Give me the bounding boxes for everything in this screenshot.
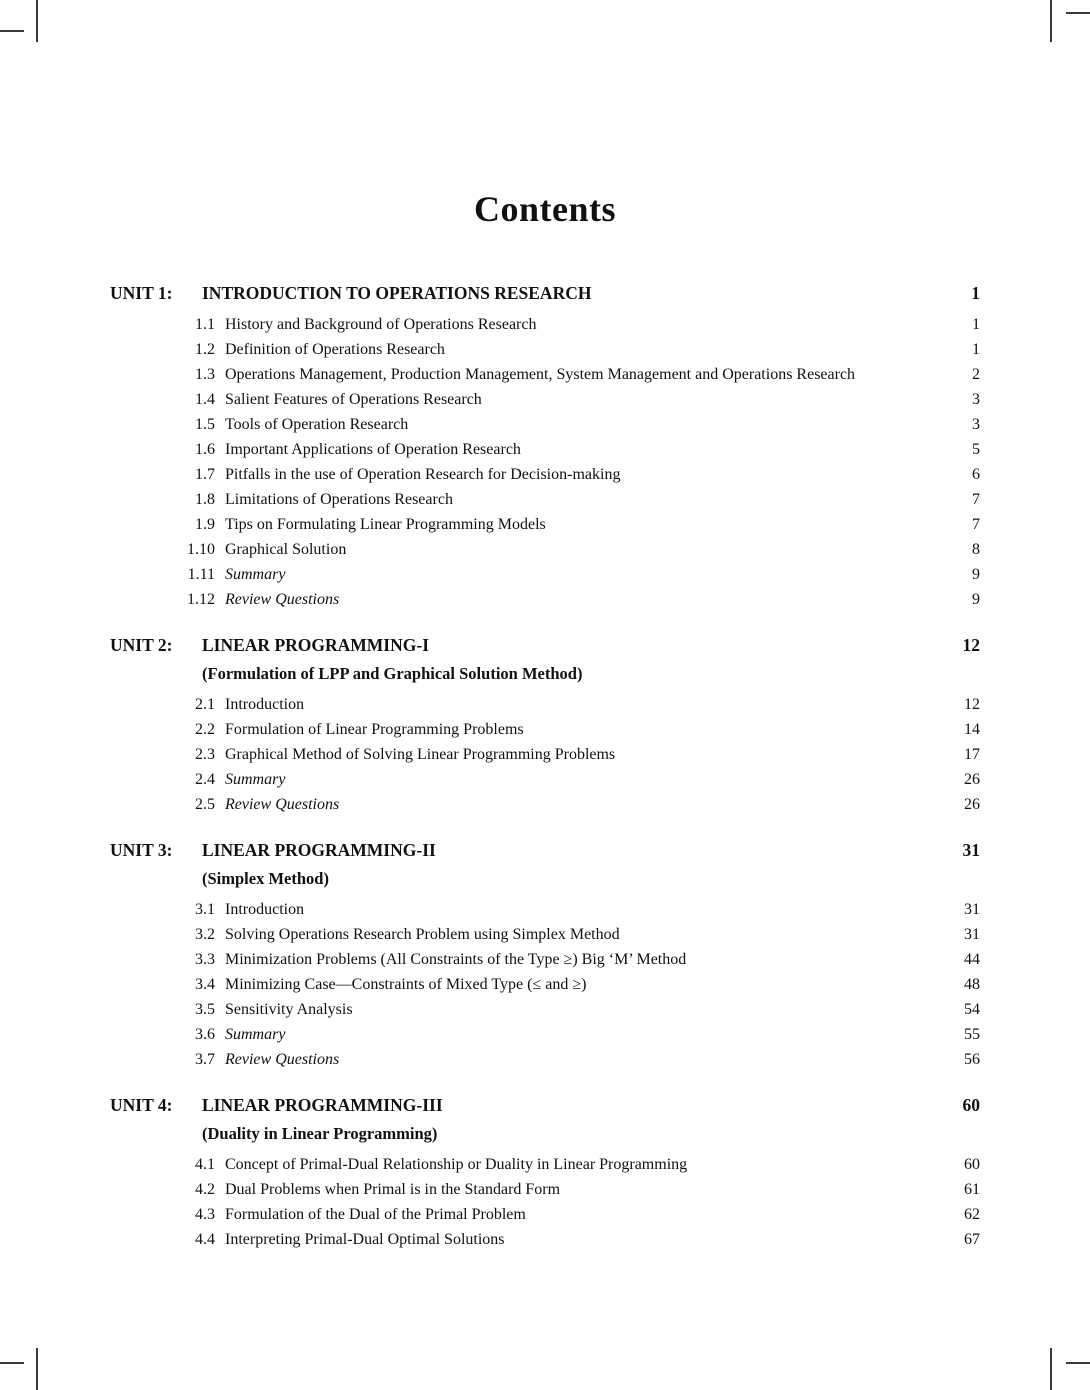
entry-number: 1.12 [187, 591, 215, 608]
entry-page-number: 54 [964, 1001, 980, 1018]
entry-number: 4.1 [195, 1156, 215, 1173]
unit-page-number: 1 [971, 283, 980, 303]
entry-page-number: 44 [964, 951, 980, 968]
entry-number: 2.3 [195, 746, 215, 763]
entry-title: Minimizing Case—Constraints of Mixed Type (≤ and ≥) [225, 976, 587, 993]
unit-entries [110, 692, 980, 817]
entry-number: 4.3 [195, 1206, 215, 1223]
toc-entry [110, 1022, 980, 1047]
toc-entry [110, 1227, 980, 1252]
entry-number: 1.7 [195, 466, 215, 483]
toc-entry [110, 897, 980, 922]
crop-mark [1066, 12, 1090, 14]
crop-mark [1050, 0, 1052, 42]
toc-entry [110, 947, 980, 972]
entry-number: 2.5 [195, 796, 215, 813]
toc-unit [110, 280, 980, 612]
entry-title: Salient Features of Operations Research [225, 391, 482, 408]
toc-entry [110, 717, 980, 742]
crop-mark [36, 0, 38, 42]
unit-label: UNIT 3: [110, 840, 173, 860]
entry-title: Formulation of Linear Programming Problems [225, 721, 524, 738]
entry-title: Review Questions [225, 1051, 340, 1068]
toc-entry [110, 537, 980, 562]
toc-entry [110, 1152, 980, 1177]
entry-page-number: 17 [964, 746, 980, 763]
toc-entry [110, 412, 980, 437]
page-title: Contents [473, 189, 616, 229]
toc-entry [110, 387, 980, 412]
crop-mark [36, 1348, 38, 1390]
entry-page-number: 7 [972, 491, 980, 508]
entry-number: 2.2 [195, 721, 215, 738]
entry-page-number: 12 [964, 696, 980, 713]
unit-label: UNIT 1: [110, 283, 173, 303]
toc-unit [110, 837, 980, 1072]
unit-heading [110, 1092, 980, 1118]
entry-title: Dual Problems when Primal is in the Standard Form [225, 1181, 561, 1198]
unit-title: INTRODUCTION TO OPERATIONS RESEARCH [202, 283, 592, 303]
toc-entry [110, 1202, 980, 1227]
entry-title: Review Questions [225, 796, 340, 813]
entry-page-number: 9 [972, 566, 980, 583]
toc-entry [110, 337, 980, 362]
entry-page-number: 7 [972, 516, 980, 533]
toc-entry [110, 512, 980, 537]
entry-title: Important Applications of Operation Research [225, 441, 521, 458]
unit-title: LINEAR PROGRAMMING-I [202, 635, 430, 655]
entry-title: Summary [225, 1026, 286, 1043]
unit-entries [110, 1152, 980, 1252]
unit-subtitle: (Formulation of LPP and Graphical Solution Method) [202, 664, 583, 683]
unit-subtitle: (Duality in Linear Programming) [202, 1124, 438, 1143]
toc-entry [110, 692, 980, 717]
unit-page-number: 60 [962, 1095, 980, 1115]
entry-number: 4.2 [195, 1181, 215, 1198]
toc-unit [110, 632, 980, 817]
toc-unit [110, 1092, 980, 1252]
entry-page-number: 26 [964, 771, 980, 788]
entry-page-number: 48 [964, 976, 980, 993]
entry-title: Review Questions [225, 591, 340, 608]
entry-title: Interpreting Primal-Dual Optimal Solutions [225, 1231, 505, 1248]
entry-page-number: 60 [964, 1156, 980, 1173]
toc-entry [110, 997, 980, 1022]
entry-number: 3.3 [195, 951, 215, 968]
entry-page-number: 3 [972, 416, 980, 433]
entry-title: Summary [225, 771, 286, 788]
toc-entry [110, 362, 980, 387]
unit-heading [110, 837, 980, 863]
entry-page-number: 1 [972, 341, 980, 358]
entry-page-number: 2 [972, 366, 980, 383]
entry-number: 1.8 [195, 491, 215, 508]
entry-page-number: 26 [964, 796, 980, 813]
entry-title: Introduction [225, 901, 305, 918]
entry-page-number: 6 [972, 466, 980, 483]
unit-entries [110, 312, 980, 612]
toc-entry [110, 462, 980, 487]
unit-title: LINEAR PROGRAMMING-III [202, 1095, 443, 1115]
toc-entry [110, 767, 980, 792]
entry-page-number: 31 [964, 901, 980, 918]
entry-number: 3.4 [195, 976, 215, 993]
entry-page-number: 55 [964, 1026, 980, 1043]
entry-title: Tips on Formulating Linear Programming Models [225, 516, 546, 533]
entry-page-number: 14 [964, 721, 980, 738]
toc-entry [110, 312, 980, 337]
entry-title: Summary [225, 566, 286, 583]
unit-entries [110, 897, 980, 1072]
entry-page-number: 9 [972, 591, 980, 608]
entry-page-number: 67 [964, 1231, 980, 1248]
entry-number: 3.1 [195, 901, 215, 918]
entry-page-number: 62 [964, 1206, 980, 1223]
entry-title: Formulation of the Dual of the Primal Problem [225, 1206, 526, 1223]
entry-number: 1.4 [195, 391, 215, 408]
entry-page-number: 31 [964, 926, 980, 943]
entry-title: Solving Operations Research Problem using Simplex Method [225, 926, 620, 943]
entry-number: 1.1 [195, 316, 215, 333]
entry-number: 1.6 [195, 441, 215, 458]
toc-entry [110, 587, 980, 612]
entry-page-number: 8 [972, 541, 980, 558]
unit-subtitle: (Simplex Method) [202, 869, 329, 888]
entry-page-number: 56 [964, 1051, 980, 1068]
toc-entry [110, 562, 980, 587]
entry-title: Pitfalls in the use of Operation Research for Decision-making [225, 466, 621, 483]
entry-title: Graphical Solution [225, 541, 347, 558]
entry-number: 4.4 [195, 1231, 215, 1248]
entry-title: Minimization Problems (All Constraints of the Type ≥) Big ‘M’ Method [225, 951, 687, 968]
entry-title: Introduction [225, 696, 305, 713]
entry-number: 1.10 [187, 541, 215, 558]
entry-number: 2.4 [195, 771, 215, 788]
entry-number: 1.2 [195, 341, 215, 358]
unit-label: UNIT 4: [110, 1095, 173, 1115]
unit-label: UNIT 2: [110, 635, 173, 655]
entry-title: Concept of Primal-Dual Relationship or Duality in Linear Programming [225, 1156, 688, 1173]
toc-entry [110, 742, 980, 767]
unit-heading [110, 632, 980, 658]
crop-mark [0, 1362, 24, 1364]
entry-number: 3.7 [195, 1051, 215, 1068]
entry-number: 3.2 [195, 926, 215, 943]
entry-title: Definition of Operations Research [225, 341, 445, 358]
entry-number: 3.5 [195, 1001, 215, 1018]
entry-title: Limitations of Operations Research [225, 491, 453, 508]
entry-page-number: 1 [972, 316, 980, 333]
entry-page-number: 3 [972, 391, 980, 408]
entry-page-number: 5 [972, 441, 980, 458]
crop-mark [1066, 1362, 1090, 1364]
unit-page-number: 12 [962, 635, 980, 655]
unit-title: LINEAR PROGRAMMING-II [202, 840, 436, 860]
entry-title: Tools of Operation Research [225, 416, 409, 433]
toc-entry [110, 1177, 980, 1202]
entry-title: Sensitivity Analysis [225, 1001, 353, 1018]
toc [110, 280, 980, 1252]
crop-mark [1050, 1348, 1052, 1390]
entry-number: 1.3 [195, 366, 215, 383]
toc-entry [110, 972, 980, 997]
entry-page-number: 61 [964, 1181, 980, 1198]
entry-number: 2.1 [195, 696, 215, 713]
entry-number: 1.9 [195, 516, 215, 533]
entry-title: Operations Management, Production Management, System Management and Operations Research [225, 366, 856, 383]
toc-entry [110, 1047, 980, 1072]
entry-title: History and Background of Operations Research [225, 316, 537, 333]
unit-page-number: 31 [962, 840, 980, 860]
toc-entry [110, 792, 980, 817]
toc-entry [110, 437, 980, 462]
entry-number: 3.6 [195, 1026, 215, 1043]
entry-number: 1.11 [187, 566, 215, 583]
entry-title: Graphical Method of Solving Linear Programming Problems [225, 746, 616, 763]
crop-mark [0, 30, 24, 32]
toc-entry [110, 487, 980, 512]
entry-number: 1.5 [195, 416, 215, 433]
toc-entry [110, 922, 980, 947]
unit-heading [110, 280, 980, 306]
